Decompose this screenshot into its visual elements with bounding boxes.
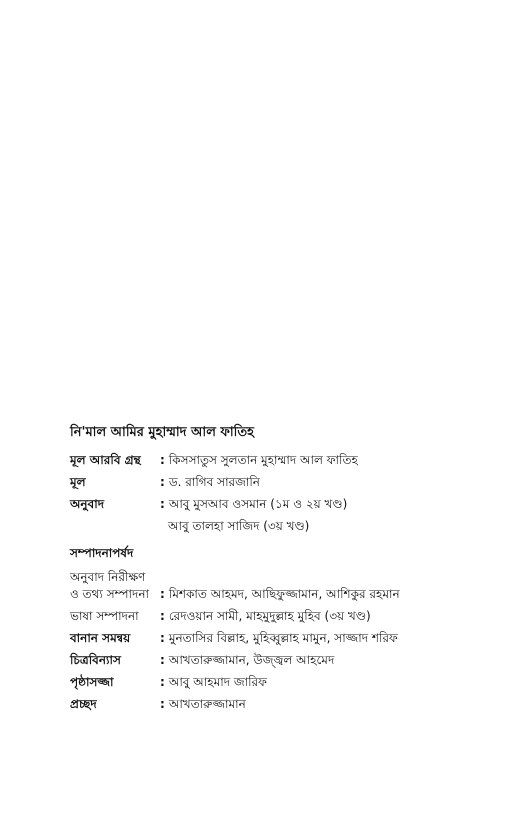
colon: : (160, 497, 165, 511)
credit-label: বানান সমন্বয় (70, 631, 131, 645)
colon: : (160, 653, 165, 667)
credit-value-text: মুনতাসির বিল্লাহ, মুহিব্বুল্লাহ মামুন, সাজ্জাদ শরিফ (168, 631, 398, 645)
credit-value (160, 629, 398, 647)
review-label-line1: অনুবাদ নিরীক্ষণ (70, 570, 146, 584)
credit-row-page-layout (70, 673, 490, 695)
credit-value-text: ড. রাগিব সারজানি (168, 475, 260, 489)
editorial-board-heading: সম্পাদনাপর্ষদ (70, 546, 134, 560)
credit-label: পৃষ্ঠাসজ্জা (70, 675, 114, 689)
credit-value-text: মিশকাত আহমদ, আছিফুজ্জামান, আশিকুর রহমান (168, 587, 400, 601)
credit-value (160, 651, 334, 669)
credit-value-text: আবু তালহা সাজিদ (৩য় খণ্ড) (168, 519, 310, 533)
colon: : (160, 697, 165, 711)
credit-value (160, 695, 246, 713)
credit-label: অনুবাদ (70, 497, 105, 511)
credit-value-text: আখতারুজ্জামান, উজ্জ্বল আহমেদ (168, 653, 335, 667)
credit-row-language-editing (70, 607, 490, 629)
colon: : (160, 631, 165, 645)
credit-value-text: রেদওয়ান সামী, মাহমুদুল্লাহ মুহিব (৩য় খণ্ড) (168, 609, 371, 623)
credit-label: ও তথ্য সম্পাদনা (70, 587, 149, 601)
credit-row-original (70, 473, 490, 495)
colon: : (160, 475, 165, 489)
credit-label: মূল (70, 475, 86, 489)
colon: : (160, 453, 165, 467)
credit-row-spelling (70, 629, 490, 651)
credit-label: ভাষা সম্পাদনা (70, 609, 139, 623)
credit-value (160, 495, 347, 513)
credit-value-text: আবু আহমাদ জারিফ (168, 675, 267, 689)
credit-row-review (70, 585, 490, 607)
colon: : (160, 609, 165, 623)
credit-row-translation-continued (70, 517, 490, 539)
credit-value-text: আবু মুসআব ওসমান (১ম ও ২য় খণ্ড) (168, 497, 348, 511)
credit-value (160, 673, 267, 691)
credit-row-cover (70, 695, 490, 717)
credit-row-original-book (70, 451, 490, 473)
colon: : (160, 675, 165, 689)
credit-label: মূল আরবি গ্রন্থ (70, 453, 141, 467)
credit-row-illustration (70, 651, 490, 673)
credits-block (70, 424, 490, 717)
credit-value-text: আখতারুজ্জামান (168, 697, 246, 711)
credit-label: প্রচ্ছদ (70, 697, 97, 711)
book-title: নি'মাল আমির মুহাম্মাদ আল ফাতিহ (70, 425, 254, 440)
colon: : (160, 587, 165, 601)
credit-row-translation (70, 495, 490, 517)
credit-value-text: কিসসাতুস সুলতান মুহাম্মাদ আল ফাতিহ (168, 453, 358, 467)
credit-value (160, 473, 260, 491)
credit-value (160, 585, 400, 603)
credit-value (160, 607, 371, 625)
credit-label: চিত্রবিন্যাস (70, 653, 121, 667)
credit-value (160, 451, 358, 469)
